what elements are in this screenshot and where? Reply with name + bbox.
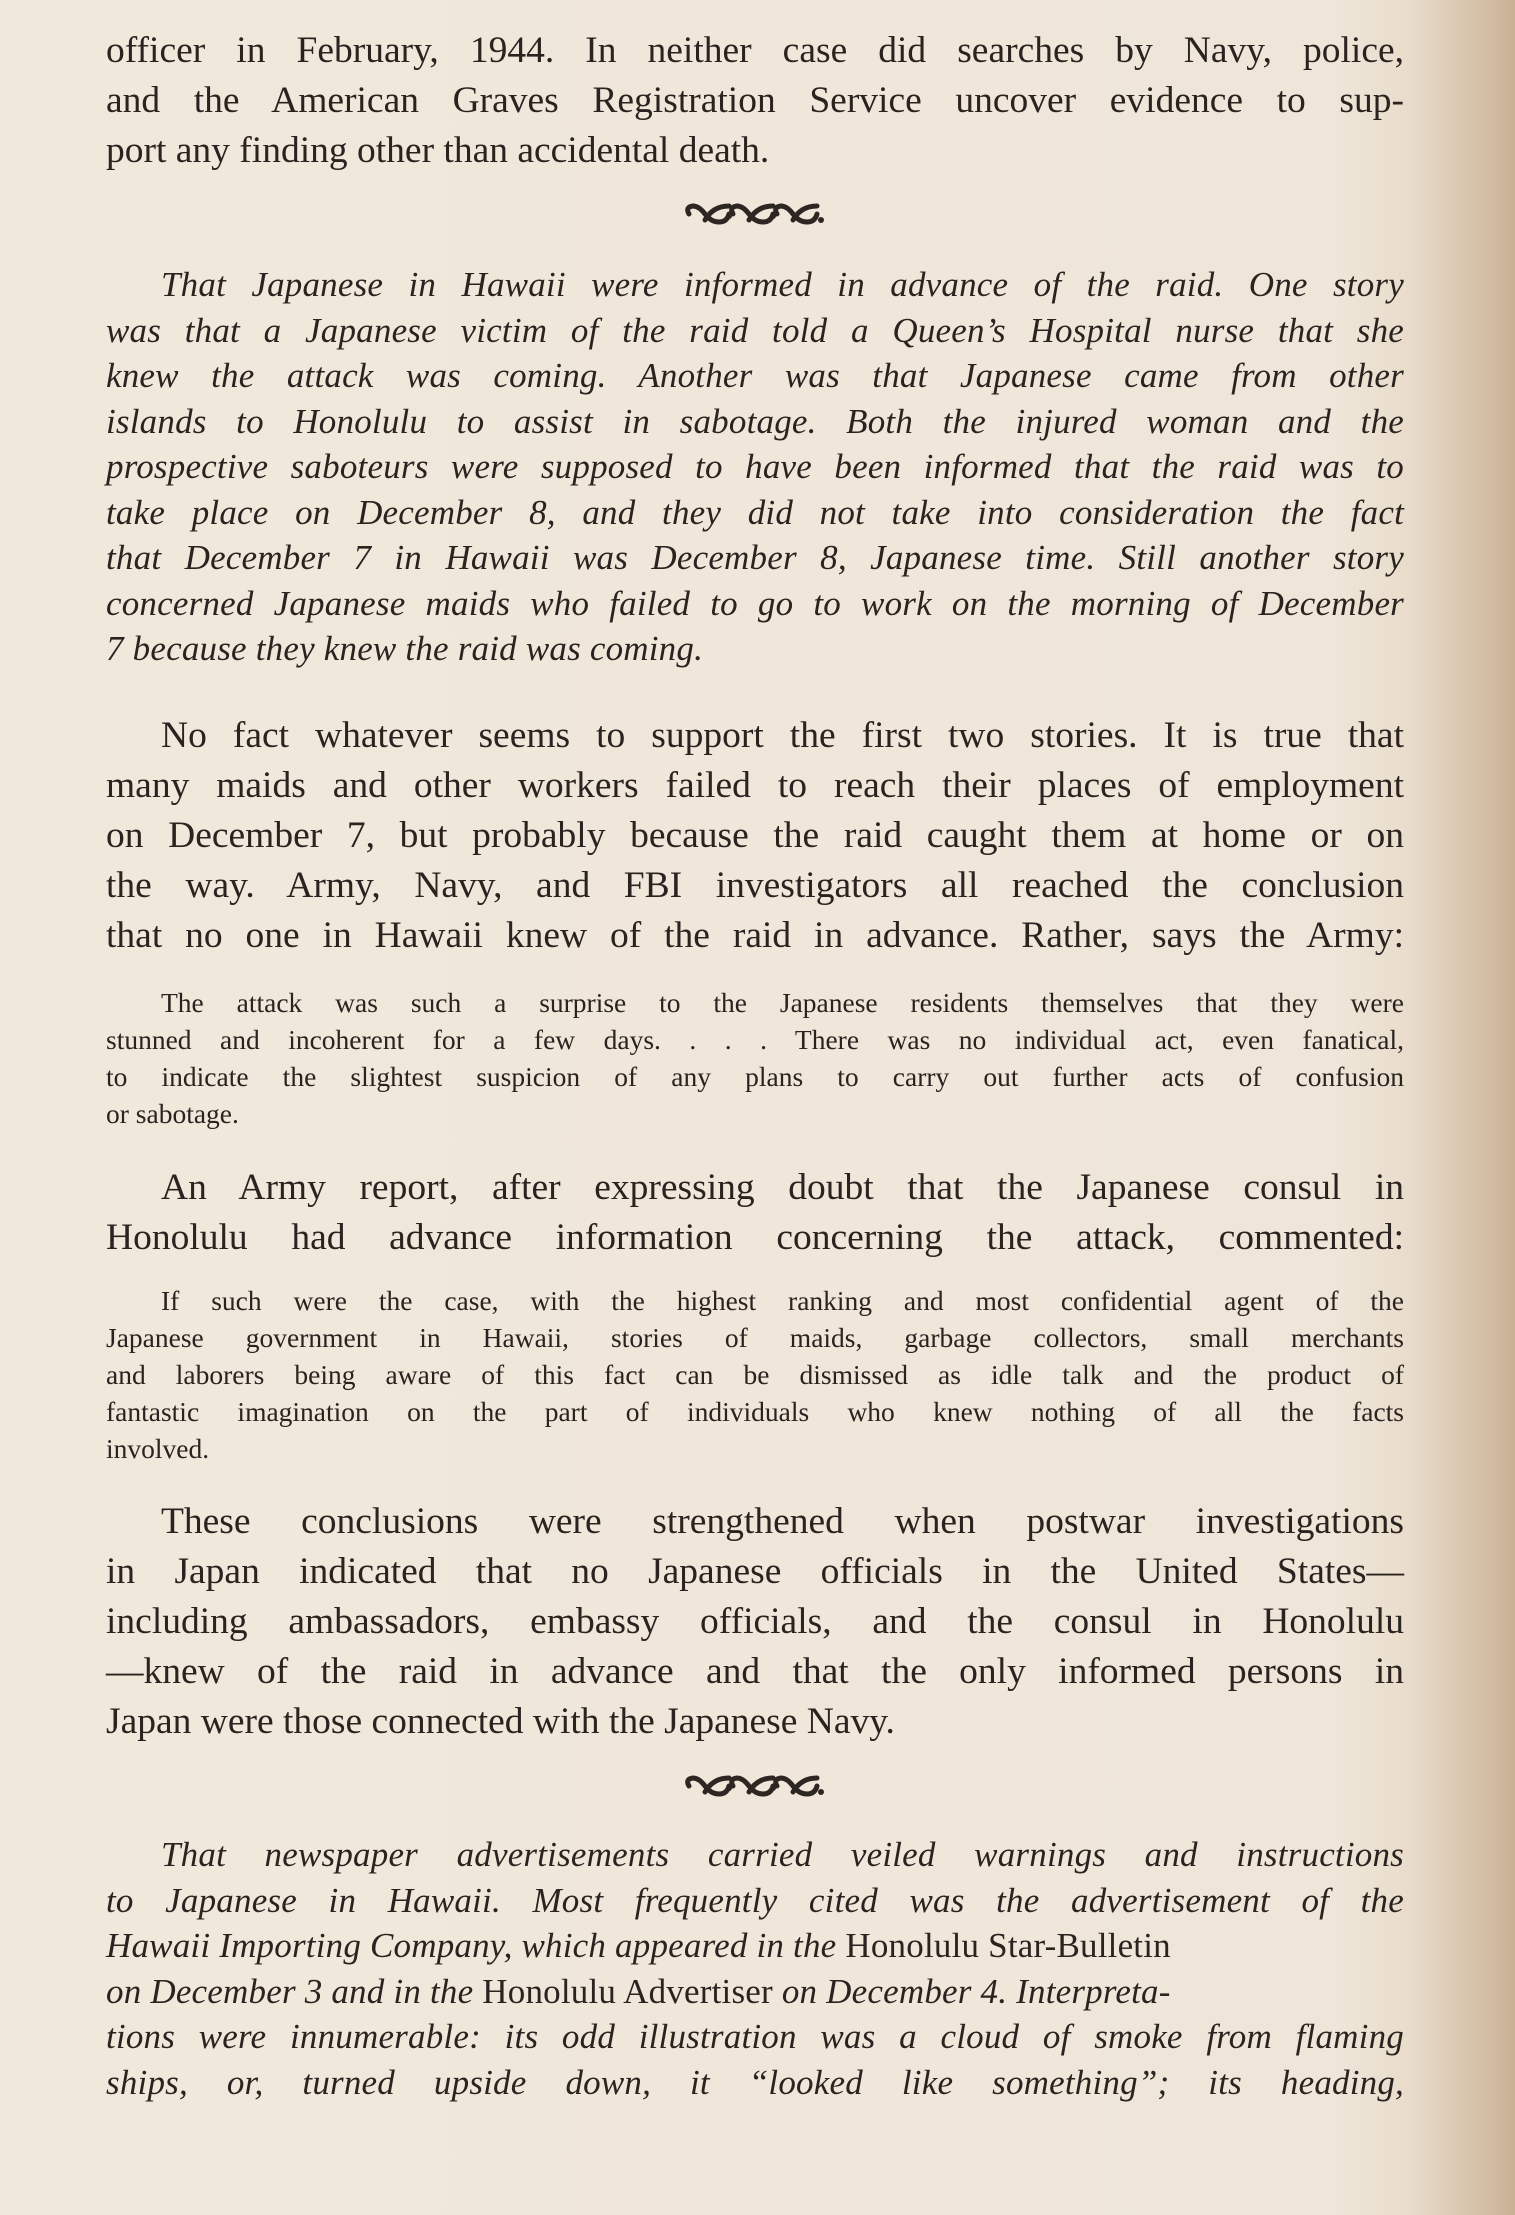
text-line: that no one in Hawaii knew of the raid in advance. Rather, says the Army: <box>106 915 1404 956</box>
text-line: stunned and incoherent for a few days. . . . There was no individual act, even fanatical, <box>106 1024 1404 1055</box>
paragraph-top <box>106 26 1404 176</box>
text-line: If such were the case, with the highest ranking and most confidential agent of the <box>161 1285 1404 1316</box>
text-line: to indicate the slightest suspicion of any plans to carry out further acts of confusion <box>106 1061 1404 1092</box>
text-line: take place on December 8, and they did not take into consideration the fact <box>106 492 1404 532</box>
text-segment: Hawaii Importing Company, which appeared in the <box>106 1926 846 1965</box>
text-line: Japanese government in Hawaii, stories of maids, garbage collectors, small merchants <box>106 1322 1404 1353</box>
text-segment: tions were innumerable: its odd illustration was a cloud of smoke from flaming <box>106 2017 1404 2056</box>
text-line <box>106 2014 1404 2060</box>
army-quote-1 <box>106 984 1404 1132</box>
text-segment: ships, or, turned upside down, it “looked like something”; its heading, <box>106 2062 1404 2102</box>
newspaper-name: Honolulu Star-Bulletin <box>845 1926 1171 1965</box>
text-line: that December 7 in Hawaii was December 8, Japanese time. Still another story <box>106 538 1404 577</box>
text-line: The attack was such a surprise to the Japanese residents themselves that they were <box>161 987 1404 1018</box>
text-segment: That newspaper advertisements carried veiled warnings and instructions <box>161 1835 1404 1874</box>
text-line: on December 7, but probably because the raid caught them at home or on <box>106 815 1404 856</box>
newspaper-name: Honolulu Advertiser <box>482 1971 773 2011</box>
scroll-ornament-icon <box>106 198 1404 235</box>
text-line: islands to Honolulu to assist in sabotage. Both the injured woman and the <box>106 401 1404 441</box>
text-line: many maids and other workers failed to reach their places of employment <box>106 765 1404 806</box>
text-line: An Army report, after expressing doubt that the Japanese consul in <box>161 1167 1404 1208</box>
paragraph-conclusions <box>106 1497 1404 1747</box>
text-line: prospective saboteurs were supposed to have been informed that the raid was to <box>106 447 1404 486</box>
text-line <box>106 1969 1404 2015</box>
text-line: including ambassadors, embassy officials, and the consul in Honolulu <box>106 1601 1404 1642</box>
text-line: These conclusions were strengthened when postwar investigations <box>161 1501 1404 1542</box>
text-line: 7 because they knew the raid was coming. <box>106 629 704 668</box>
text-line <box>106 1878 1404 1924</box>
paragraph-army-report <box>106 1163 1404 1263</box>
text-line: the way. Army, Navy, and FBI investigators all reached the conclusion <box>106 865 1404 906</box>
text-segment: to Japanese in Hawaii. Most frequently cited was the advertisement of the <box>106 1880 1404 1920</box>
text-line: fantastic imagination on the part of individuals who knew nothing of all the facts <box>106 1396 1404 1427</box>
text-line: officer in February, 1944. In neither case did searches by Navy, police, <box>106 30 1404 71</box>
text-line <box>106 1923 1404 1969</box>
text-line: No fact whatever seems to support the first two stories. It is true that <box>161 715 1404 756</box>
paragraph-no-fact <box>106 711 1404 961</box>
text-line <box>106 1832 1404 1878</box>
text-line: knew the attack was coming. Another was that Japanese came from other <box>106 356 1404 395</box>
text-line: concerned Japanese maids who failed to go to work on the morning of December <box>106 583 1404 623</box>
text-line <box>106 2060 1404 2106</box>
italic-rumor-paragraph-1 <box>106 262 1404 672</box>
text-line: port any finding other than accidental death. <box>106 130 770 171</box>
army-quote-2 <box>106 1282 1404 1467</box>
scroll-ornament-icon <box>106 1770 1404 1807</box>
text-line: That Japanese in Hawaii were informed in advance of the raid. One story <box>161 265 1404 304</box>
text-segment: on December 4. Interpreta- <box>772 1971 1171 2011</box>
text-line: was that a Japanese victim of the raid told a Queen’s Hospital nurse that she <box>106 310 1404 350</box>
text-line: and the American Graves Registration Service uncover evidence to sup- <box>106 80 1404 121</box>
text-line: Japan were those connected with the Japanese Navy. <box>106 1701 895 1742</box>
text-line: and laborers being aware of this fact can be dismissed as idle talk and the product of <box>106 1359 1404 1390</box>
text-line: —knew of the raid in advance and that the only informed persons in <box>106 1651 1404 1692</box>
text-line: or sabotage. <box>106 1098 239 1129</box>
text-line: Honolulu had advance information concerning the attack, commented: <box>106 1217 1404 1258</box>
text-line: in Japan indicated that no Japanese officials in the United States— <box>106 1551 1404 1592</box>
text-segment: on December 3 and in the <box>106 1971 483 2011</box>
italic-rumor-paragraph-2 <box>106 1832 1404 2105</box>
text-line: involved. <box>106 1433 210 1464</box>
